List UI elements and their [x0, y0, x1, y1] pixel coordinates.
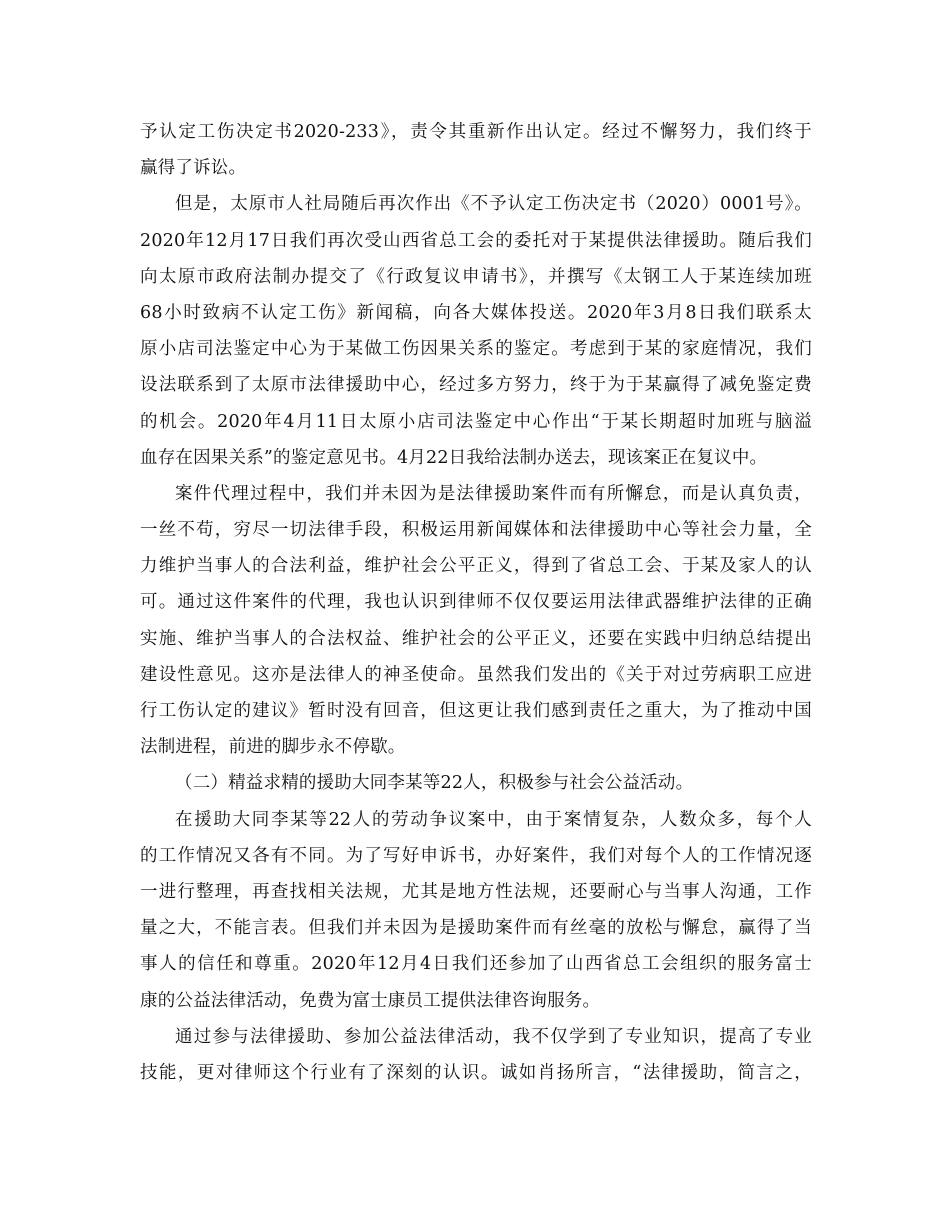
text-line: 2020年12月17日我们再次受山西省总工会的委托对于某提供法律援助。随后我们 [140, 230, 812, 251]
text-line: 的机会。2020年4月11日太原小店司法鉴定中心作出“于某长期超时加班与脑溢 [140, 411, 812, 432]
text-line: 原小店司法鉴定中心为于某做工伤因果关系的鉴定。考虑到于某的家庭情况，我们 [140, 339, 812, 360]
paragraph [140, 114, 812, 186]
document-body [140, 114, 812, 1091]
text-line: 实施、维护当事人的合法权益、维护社会的公平正义，还要在实践中归纳总结提出 [140, 628, 812, 649]
text-line: 可。通过这件案件的代理，我也认识到律师不仅仅要运用法律武器维护法律的正确 [140, 592, 812, 613]
text-line: 向太原市政府法制办提交了《行政复议申请书》，并撰写《太钢工人于某连续加班 [140, 266, 812, 287]
text-line: 量之大，不能言表。但我们并未因为是援助案件而有丝毫的放松与懈怠，赢得了当 [140, 918, 812, 939]
text-line: 但是，太原市人社局随后再次作出《不予认定工伤决定书（2020）0001号》。 [175, 194, 812, 215]
text-line: 血存在因果关系”的鉴定意见书。4月22日我给法制办送去，现该案正在复议中。 [140, 447, 768, 468]
text-line: 力维护当事人的合法利益，维护社会公平正义，得到了省总工会、于某及家人的认 [140, 556, 812, 577]
text-line: 事人的信任和尊重。2020年12月4日我们还参加了山西省总工会组织的服务富士 [140, 954, 812, 975]
paragraph [140, 476, 812, 766]
text-line: 建设性意见。这亦是法律人的神圣使命。虽然我们发出的《关于对过劳病职工应进 [140, 664, 812, 685]
text-line: 赢得了诉讼。 [140, 158, 247, 179]
text-line: 通过参与法律援助、参加公益法律活动，我不仅学到了专业知识，提高了专业 [175, 1026, 812, 1047]
paragraph [140, 1019, 812, 1091]
text-line: 技能，更对律师这个行业有了深刻的认识。诚如肖扬所言，“法律援助，简言之， [140, 1062, 812, 1083]
paragraph [140, 765, 812, 801]
text-line: 予认定工伤决定书2020-233》，责令其重新作出认定。经过不懈努力，我们终于 [140, 122, 812, 142]
text-line: 康的公益法律活动，免费为富士康员工提供法律咨询服务。 [140, 990, 601, 1011]
text-line: 在援助大同李某等22人的劳动争议案中，由于案情复杂，人数众多，每个人 [175, 809, 812, 830]
text-line: 68小时致病不认定工伤》新闻稿，向各大媒体投送。2020年3月8日我们联系太 [140, 302, 812, 323]
text-line: 的工作情况又各有不同。为了写好申诉书，办好案件，我们对每个人的工作情况逐 [140, 845, 812, 866]
text-line: 一丝不苟，穷尽一切法律手段，积极运用新闻媒体和法律援助中心等社会力量，全 [140, 520, 812, 541]
text-line: 一进行整理，再查找相关法规，尤其是地方性法规，还要耐心与当事人沟通，工作 [140, 881, 812, 902]
text-line: 行工伤认定的建议》暂时没有回音，但这更让我们感到责任之重大，为了推动中国 [140, 701, 812, 721]
paragraph [140, 186, 812, 476]
paragraph [140, 802, 812, 1019]
text-line: （二）精益求精的援助大同李某等22人，积极参与社会公益活动。 [175, 773, 694, 794]
text-line: 法制进程，前进的脚步永不停歇。 [140, 737, 406, 758]
text-line: 案件代理过程中，我们并未因为是法律援助案件而有所懈怠，而是认真负责， [175, 483, 812, 504]
text-line: 设法联系到了太原市法律援助中心，经过多方努力，终于为于某赢得了减免鉴定费 [140, 375, 812, 396]
